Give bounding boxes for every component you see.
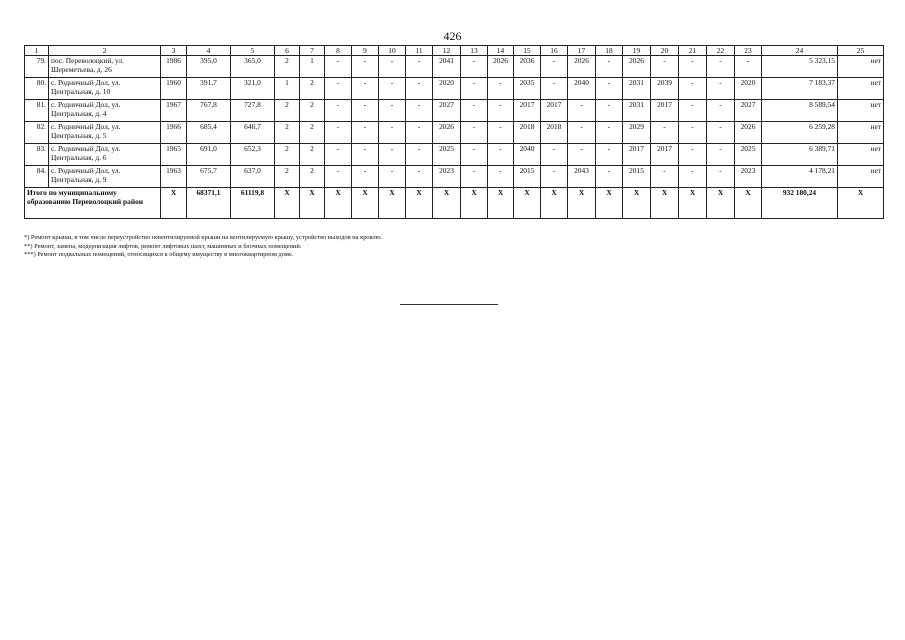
- table-cell: 2027: [433, 100, 461, 122]
- table-cell: 2017: [623, 144, 651, 166]
- table-cell: 2: [300, 144, 325, 166]
- total-cell: X: [352, 188, 379, 219]
- address-cell: с. Родничный Дол, ул. Центральная, д. 5: [49, 122, 161, 144]
- table-cell: 2027: [735, 100, 762, 122]
- table-cell: -: [541, 166, 568, 188]
- total-cell: X: [300, 188, 325, 219]
- table-cell: 6 389,71: [762, 144, 838, 166]
- table-cell: -: [488, 122, 514, 144]
- table-cell: -: [461, 144, 488, 166]
- table-cell: -: [352, 166, 379, 188]
- table-cell: 2: [300, 100, 325, 122]
- table-cell: 1960: [161, 78, 187, 100]
- table-cell: 83.: [25, 144, 49, 166]
- table-cell: 2031: [623, 100, 651, 122]
- table-cell: нет: [838, 78, 884, 100]
- table-cell: -: [679, 122, 707, 144]
- table-cell: 2017: [651, 144, 679, 166]
- table-cell: 2026: [735, 122, 762, 144]
- table-cell: 2017: [514, 100, 541, 122]
- table-cell: 2031: [623, 78, 651, 100]
- table-cell: 2041: [433, 56, 461, 78]
- table-cell: 2: [300, 122, 325, 144]
- table-cell: 1: [300, 56, 325, 78]
- table-cell: -: [651, 166, 679, 188]
- total-cell: X: [275, 188, 300, 219]
- total-label: Итого по муниципальному образованию Переволоцкий район: [25, 188, 161, 219]
- header-cell-12: 12: [433, 46, 461, 56]
- table-cell: нет: [838, 166, 884, 188]
- header-cell-7: 7: [300, 46, 325, 56]
- total-cell: X: [161, 188, 187, 219]
- header-cell-9: 9: [352, 46, 379, 56]
- table-cell: -: [541, 56, 568, 78]
- table-cell: -: [379, 122, 406, 144]
- header-cell-22: 22: [707, 46, 735, 56]
- table-cell: нет: [838, 100, 884, 122]
- address-cell: с. Родничный Дол, ул. Центральная, д. 10: [49, 78, 161, 100]
- table-cell: -: [707, 56, 735, 78]
- header-cell-18: 18: [596, 46, 623, 56]
- table-cell: 2: [275, 166, 300, 188]
- table-row: [25, 166, 884, 188]
- table-cell: -: [707, 78, 735, 100]
- table-cell: -: [707, 166, 735, 188]
- table-cell: -: [679, 100, 707, 122]
- table-cell: 2015: [623, 166, 651, 188]
- table-cell: -: [488, 166, 514, 188]
- table-cell: 2: [300, 166, 325, 188]
- table-cell: -: [488, 100, 514, 122]
- table-cell: -: [679, 78, 707, 100]
- table-cell: 2: [275, 56, 300, 78]
- table-cell: -: [325, 122, 352, 144]
- table-cell: 6 259,28: [762, 122, 838, 144]
- table-cell: -: [679, 144, 707, 166]
- table-cell: 1963: [161, 166, 187, 188]
- footnotes: [24, 234, 884, 260]
- header-cell-14: 14: [488, 46, 514, 56]
- table-cell: -: [541, 144, 568, 166]
- table-cell: 80.: [25, 78, 49, 100]
- table-cell: 2043: [568, 166, 596, 188]
- address-cell: с. Родничный Дол, ул. Центральная, д. 9: [49, 166, 161, 188]
- total-cell: X: [568, 188, 596, 219]
- table-cell: 1966: [161, 122, 187, 144]
- table-cell: -: [406, 78, 433, 100]
- table-cell: 2: [275, 144, 300, 166]
- table-cell: -: [461, 78, 488, 100]
- header-cell-4: 4: [187, 46, 231, 56]
- page-number: 426: [443, 29, 462, 43]
- total-cell: X: [651, 188, 679, 219]
- table-cell: 2036: [514, 56, 541, 78]
- table-cell: -: [568, 100, 596, 122]
- table-cell: 2: [275, 100, 300, 122]
- table-row: [25, 56, 884, 78]
- header-cell-16: 16: [541, 46, 568, 56]
- table-cell: 391,7: [187, 78, 231, 100]
- table-cell: -: [596, 56, 623, 78]
- total-cell: 61119,8: [231, 188, 275, 219]
- header-cell-17: 17: [568, 46, 596, 56]
- table-cell: -: [596, 144, 623, 166]
- table-cell: 2020: [735, 78, 762, 100]
- table-cell: 2035: [514, 78, 541, 100]
- total-cell: X: [707, 188, 735, 219]
- header-cell-10: 10: [379, 46, 406, 56]
- table-cell: -: [379, 100, 406, 122]
- header-cell-3: 3: [161, 46, 187, 56]
- total-row: [25, 188, 884, 219]
- total-cell: X: [596, 188, 623, 219]
- table-cell: 1: [275, 78, 300, 100]
- header-cell-13: 13: [461, 46, 488, 56]
- header-cell-6: 6: [275, 46, 300, 56]
- table-cell: 1965: [161, 144, 187, 166]
- table-cell: 2039: [651, 78, 679, 100]
- table-cell: -: [352, 144, 379, 166]
- table-cell: 2017: [651, 100, 679, 122]
- table-cell: -: [596, 166, 623, 188]
- header-cell-15: 15: [514, 46, 541, 56]
- table-cell: 321,0: [231, 78, 275, 100]
- table-cell: нет: [838, 144, 884, 166]
- table-cell: 4 178,21: [762, 166, 838, 188]
- table-cell: -: [352, 122, 379, 144]
- table-cell: 637,0: [231, 166, 275, 188]
- table-cell: -: [325, 56, 352, 78]
- table-cell: -: [596, 100, 623, 122]
- total-cell: X: [623, 188, 651, 219]
- table-cell: 2025: [433, 144, 461, 166]
- table-cell: 365,0: [231, 56, 275, 78]
- total-cell: X: [541, 188, 568, 219]
- table-cell: 2026: [488, 56, 514, 78]
- table-cell: 81.: [25, 100, 49, 122]
- table-cell: 2025: [735, 144, 762, 166]
- table-cell: 2: [275, 122, 300, 144]
- table-cell: 82.: [25, 122, 49, 144]
- header-cell-8: 8: [325, 46, 352, 56]
- table-cell: 7 183,37: [762, 78, 838, 100]
- table-cell: -: [461, 100, 488, 122]
- table-cell: 685,4: [187, 122, 231, 144]
- table-cell: 84.: [25, 166, 49, 188]
- footnote-1: *) Ремонт крыши, в том числе переустройство невентилируемой крыши на вентилируемую крышу, устройство выходов на кровлю.: [24, 234, 383, 241]
- table-cell: 2023: [433, 166, 461, 188]
- table-cell: 2040: [568, 78, 596, 100]
- table-cell: 2018: [514, 122, 541, 144]
- table-cell: 2015: [514, 166, 541, 188]
- table-cell: -: [651, 122, 679, 144]
- total-cell: X: [406, 188, 433, 219]
- table-cell: 2017: [541, 100, 568, 122]
- end-divider: [400, 304, 498, 305]
- footnote-3: ***) Ремонт подвальных помещений, относящихся к общему имуществу в многоквартирном доме.: [24, 251, 294, 259]
- table-cell: 2020: [433, 78, 461, 100]
- table-cell: 2026: [568, 56, 596, 78]
- total-cell: X: [325, 188, 352, 219]
- header-cell-1: 1: [25, 46, 49, 56]
- header-cell-23: 23: [735, 46, 762, 56]
- total-cell: X: [461, 188, 488, 219]
- header-cell-2: 2: [49, 46, 161, 56]
- table-cell: 8 589,54: [762, 100, 838, 122]
- total-cell: X: [433, 188, 461, 219]
- total-cell: X: [514, 188, 541, 219]
- address-cell: с. Родничный Дол, ул. Центральная, д. 6: [49, 144, 161, 166]
- total-cell: X: [488, 188, 514, 219]
- header-cell-19: 19: [623, 46, 651, 56]
- table-cell: -: [379, 78, 406, 100]
- header-cell-21: 21: [679, 46, 707, 56]
- table-cell: 767,8: [187, 100, 231, 122]
- table-cell: 2040: [514, 144, 541, 166]
- table-cell: -: [406, 166, 433, 188]
- table-cell: -: [406, 56, 433, 78]
- header-row: [25, 46, 884, 56]
- table-cell: 727,8: [231, 100, 275, 122]
- table-cell: -: [325, 100, 352, 122]
- table-cell: -: [488, 144, 514, 166]
- table-cell: -: [707, 100, 735, 122]
- table-cell: -: [379, 144, 406, 166]
- table-cell: -: [461, 166, 488, 188]
- table-cell: 2: [300, 78, 325, 100]
- table-cell: -: [352, 100, 379, 122]
- table-cell: -: [596, 78, 623, 100]
- table-cell: -: [541, 78, 568, 100]
- table-cell: -: [352, 78, 379, 100]
- table-cell: 652,3: [231, 144, 275, 166]
- table-cell: -: [379, 166, 406, 188]
- table-cell: -: [406, 122, 433, 144]
- table-cell: -: [406, 144, 433, 166]
- table-cell: 691,0: [187, 144, 231, 166]
- table-cell: -: [325, 78, 352, 100]
- table-cell: 646,7: [231, 122, 275, 144]
- table-cell: -: [406, 100, 433, 122]
- table-cell: 2018: [541, 122, 568, 144]
- table-cell: -: [568, 122, 596, 144]
- table-cell: -: [461, 122, 488, 144]
- table-row: [25, 100, 884, 122]
- total-cell: X: [838, 188, 884, 219]
- table-cell: 2026: [433, 122, 461, 144]
- table-cell: 1986: [161, 56, 187, 78]
- table-cell: 675,7: [187, 166, 231, 188]
- header-cell-20: 20: [651, 46, 679, 56]
- header-cell-5: 5: [231, 46, 275, 56]
- table-cell: 1967: [161, 100, 187, 122]
- table-cell: -: [679, 166, 707, 188]
- table-cell: -: [568, 144, 596, 166]
- table-cell: 79.: [25, 56, 49, 78]
- table-cell: нет: [838, 56, 884, 78]
- table-cell: -: [596, 122, 623, 144]
- table-cell: -: [735, 56, 762, 78]
- table-row: [25, 144, 884, 166]
- table-cell: 2023: [735, 166, 762, 188]
- table-cell: 2029: [623, 122, 651, 144]
- table-row: [25, 78, 884, 100]
- total-cell: 932 180,24: [762, 188, 838, 219]
- table-cell: 2026: [623, 56, 651, 78]
- table-cell: -: [679, 56, 707, 78]
- table-cell: -: [488, 78, 514, 100]
- address-cell: с. Родничный Дол, ул. Центральная, д. 4: [49, 100, 161, 122]
- header-cell-24: 24: [762, 46, 838, 56]
- table-cell: -: [461, 56, 488, 78]
- total-cell: 68371,1: [187, 188, 231, 219]
- total-cell: X: [379, 188, 406, 219]
- header-cell-11: 11: [406, 46, 433, 56]
- table-cell: -: [325, 166, 352, 188]
- table-cell: -: [707, 122, 735, 144]
- table-cell: -: [352, 56, 379, 78]
- address-cell: пос. Переволоцкий, ул. Шереметьева, д. 26: [49, 56, 161, 78]
- repair-schedule-table: [24, 45, 884, 219]
- total-cell: X: [679, 188, 707, 219]
- table-cell: -: [651, 56, 679, 78]
- table-cell: -: [325, 144, 352, 166]
- table-cell: 5 323,15: [762, 56, 838, 78]
- header-cell-25: 25: [838, 46, 884, 56]
- table-row: [25, 122, 884, 144]
- footnote-2: **) Ремонт, замена, модернизация лифтов, ремонт лифтовых шахт, машинных и блочных помещений.: [24, 242, 302, 250]
- table-cell: -: [379, 56, 406, 78]
- table-cell: 395,0: [187, 56, 231, 78]
- table-cell: -: [707, 144, 735, 166]
- table-cell: нет: [838, 122, 884, 144]
- total-cell: X: [735, 188, 762, 219]
